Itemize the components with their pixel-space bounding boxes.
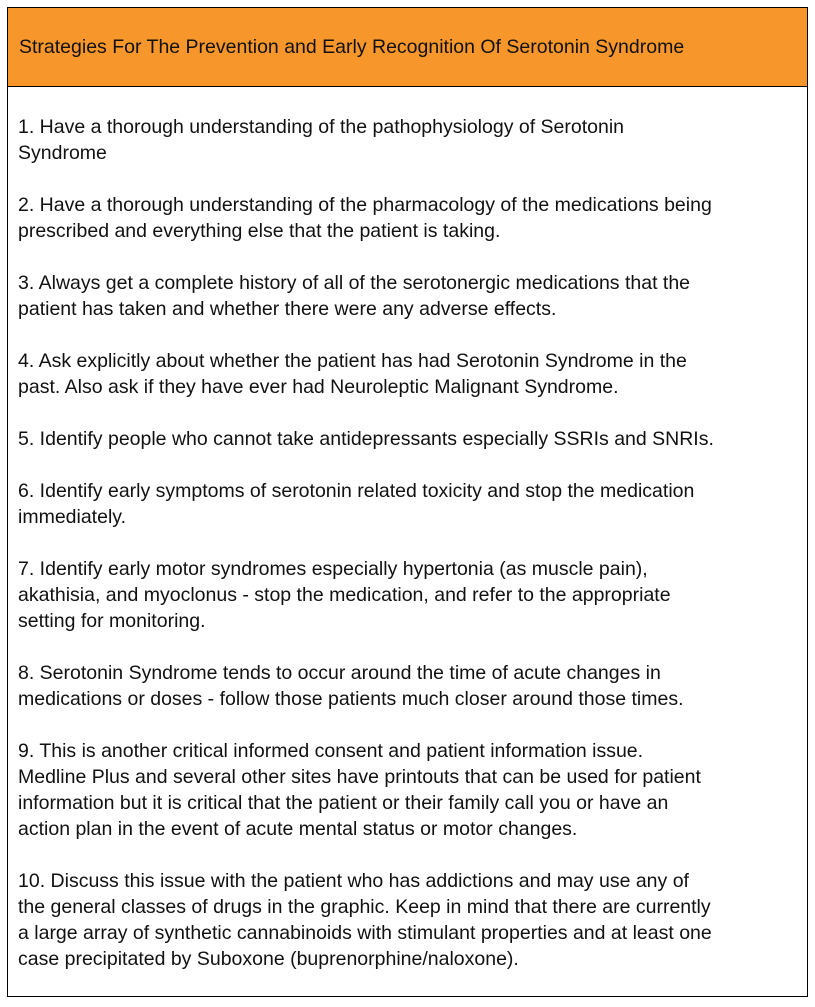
table-title: Strategies For The Prevention and Early Recognition Of Serotonin Syndrome bbox=[19, 35, 685, 58]
strategy-line: 5. Identify people who cannot take antidepressants especially SSRIs and SNRIs. bbox=[18, 428, 714, 450]
strategy-line: action plan in the event of acute mental status or motor changes. bbox=[18, 818, 578, 840]
strategy-line: medications or doses - follow those patients much closer around those times. bbox=[18, 688, 684, 710]
strategy-line: the general classes of drugs in the graphic. Keep in mind that there are currently bbox=[18, 896, 711, 918]
strategy-item bbox=[18, 868, 807, 972]
strategy-line: prescribed and everything else that the patient is taking. bbox=[18, 220, 501, 242]
strategy-line: Syndrome bbox=[18, 142, 107, 164]
strategy-line: 6. Identify early symptoms of serotonin related toxicity and stop the medication bbox=[18, 480, 695, 502]
strategy-line: 10. Discuss this issue with the patient who has addictions and may use any of bbox=[18, 870, 689, 892]
strategy-line: 1. Have a thorough understanding of the pathophysiology of Serotonin bbox=[18, 116, 625, 138]
strategy-item bbox=[18, 426, 807, 452]
strategy-line: akathisia, and myoclonus - stop the medication, and refer to the appropriate bbox=[18, 584, 671, 606]
strategy-item bbox=[18, 192, 807, 244]
strategies-table bbox=[7, 7, 808, 997]
strategy-line: 2. Have a thorough understanding of the pharmacology of the medications being bbox=[18, 194, 712, 216]
strategy-item bbox=[18, 270, 807, 322]
strategy-item bbox=[18, 738, 807, 842]
strategy-line: case precipitated by Suboxone (buprenorphine/naloxone). bbox=[18, 948, 519, 970]
strategy-line: Medline Plus and several other sites have printouts that can be used for patient bbox=[18, 766, 701, 788]
table-header bbox=[8, 8, 807, 87]
strategy-item bbox=[18, 348, 807, 400]
strategy-line: 7. Identify early motor syndromes especially hypertonia (as muscle pain), bbox=[18, 558, 648, 580]
strategy-item bbox=[18, 478, 807, 530]
strategies-list bbox=[8, 87, 807, 972]
strategy-line: a large array of synthetic cannabinoids with stimulant properties and at least one bbox=[18, 922, 712, 944]
strategy-line: 8. Serotonin Syndrome tends to occur around the time of acute changes in bbox=[18, 662, 661, 684]
strategy-line: 4. Ask explicitly about whether the patient has had Serotonin Syndrome in the bbox=[18, 350, 687, 372]
strategy-item bbox=[18, 660, 807, 712]
strategy-item bbox=[18, 114, 807, 166]
strategy-line: patient has taken and whether there were any adverse effects. bbox=[18, 298, 557, 320]
strategy-line: immediately. bbox=[18, 506, 127, 528]
strategy-line: 9. This is another critical informed consent and patient information issue. bbox=[18, 740, 644, 762]
strategy-line: setting for monitoring. bbox=[18, 610, 206, 632]
strategy-item bbox=[18, 556, 807, 634]
strategy-line: 3. Always get a complete history of all of the serotonergic medications that the bbox=[18, 272, 691, 294]
strategy-line: past. Also ask if they have ever had Neuroleptic Malignant Syndrome. bbox=[18, 376, 619, 398]
strategy-line: information but it is critical that the patient or their family call you or have an bbox=[18, 792, 669, 814]
